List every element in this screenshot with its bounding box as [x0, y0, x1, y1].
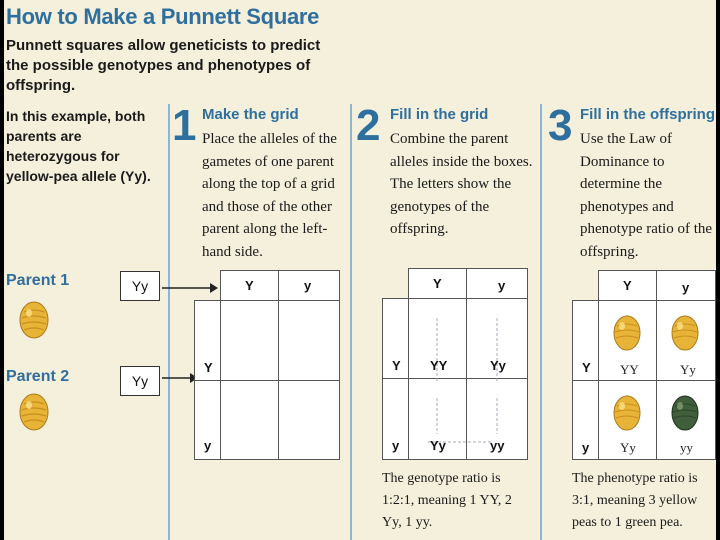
page-title: How to Make a Punnett Square: [6, 4, 320, 29]
example-text: In this example, both parents are heterozygous for yellow-pea allele (Yy).: [6, 108, 151, 184]
step3-number: 3: [548, 101, 573, 150]
genotype-label: Yy: [430, 438, 446, 453]
yellow-pea-icon: [670, 314, 700, 352]
side-allele-label: y: [204, 438, 212, 453]
intro-text: Punnett squares allow geneticists to predict the possible genotypes and phenotypes of offspring.: [6, 37, 321, 94]
column-divider: [540, 104, 542, 540]
top-allele-label: Y: [433, 276, 442, 291]
grid-cell: [220, 300, 280, 382]
grid-cell: [278, 300, 340, 382]
allele-arrows: [408, 298, 526, 458]
side-allele-label: Y: [392, 358, 401, 373]
genotype-punnett-grid: [382, 268, 528, 460]
phenotype-punnett-grid: [572, 270, 716, 460]
yellow-pea-icon: [612, 394, 642, 432]
top-allele-label: y: [682, 280, 690, 295]
top-allele-label: Y: [623, 278, 632, 293]
parent1-label: Parent 1: [6, 272, 70, 289]
yellow-pea-icon: [18, 300, 50, 340]
step1-number: 1: [172, 101, 197, 150]
step1-heading: Make the grid: [202, 106, 299, 123]
empty-punnett-grid: [194, 270, 340, 460]
page: [4, 0, 716, 540]
genotype-label: Yy: [620, 440, 636, 455]
column-divider: [168, 104, 170, 540]
genotype-label: Yy: [490, 358, 506, 373]
genotype-label: yy: [680, 440, 693, 455]
side-allele-label: Y: [582, 360, 591, 375]
top-allele-label: y: [304, 278, 312, 293]
yellow-pea-icon: [18, 392, 50, 432]
yellow-pea-icon: [612, 314, 642, 352]
parent2-genotype-box: Yy: [120, 366, 160, 396]
side-allele-label: y: [392, 438, 400, 453]
genotype-label: Yy: [680, 362, 696, 377]
phenotype-ratio-caption: The phenotype ratio is 3:1, meaning 3 yellow peas to 1 green pea.: [572, 471, 698, 530]
genotype-ratio-caption: The genotype ratio is 1:2:1, meaning 1 YY, 2 Yy, 1 yy.: [382, 471, 512, 530]
step3-text: Use the Law of Dominance to determine the phenotypes and phenotype ratio of the offspring.: [580, 131, 713, 260]
parent1-genotype-box: Yy: [120, 271, 160, 301]
grid-cell: [278, 380, 340, 460]
step1-text: Place the alleles of the gametes of one parent along the top of a grid and those of the other parent along the left-hand side.: [202, 131, 337, 260]
side-allele-label: y: [582, 440, 590, 455]
step2-number: 2: [356, 101, 381, 150]
top-allele-label: Y: [245, 278, 254, 293]
genotype-label: yy: [490, 438, 505, 453]
step3-heading: Fill in the offspring: [580, 106, 715, 123]
step2-text: Combine the parent alleles inside the boxes. The letters show the genotypes of the offspring.: [390, 131, 533, 237]
grid-header-cell: [466, 268, 528, 300]
green-pea-icon: [670, 394, 700, 432]
genotype-label: YY: [430, 358, 448, 373]
genotype-label: YY: [620, 362, 639, 377]
side-allele-label: Y: [204, 360, 213, 375]
grid-cell: [220, 380, 280, 460]
column-divider: [350, 104, 352, 540]
parent2-label: Parent 2: [6, 368, 70, 385]
step2-heading: Fill in the grid: [390, 106, 489, 123]
top-allele-label: y: [498, 278, 506, 293]
